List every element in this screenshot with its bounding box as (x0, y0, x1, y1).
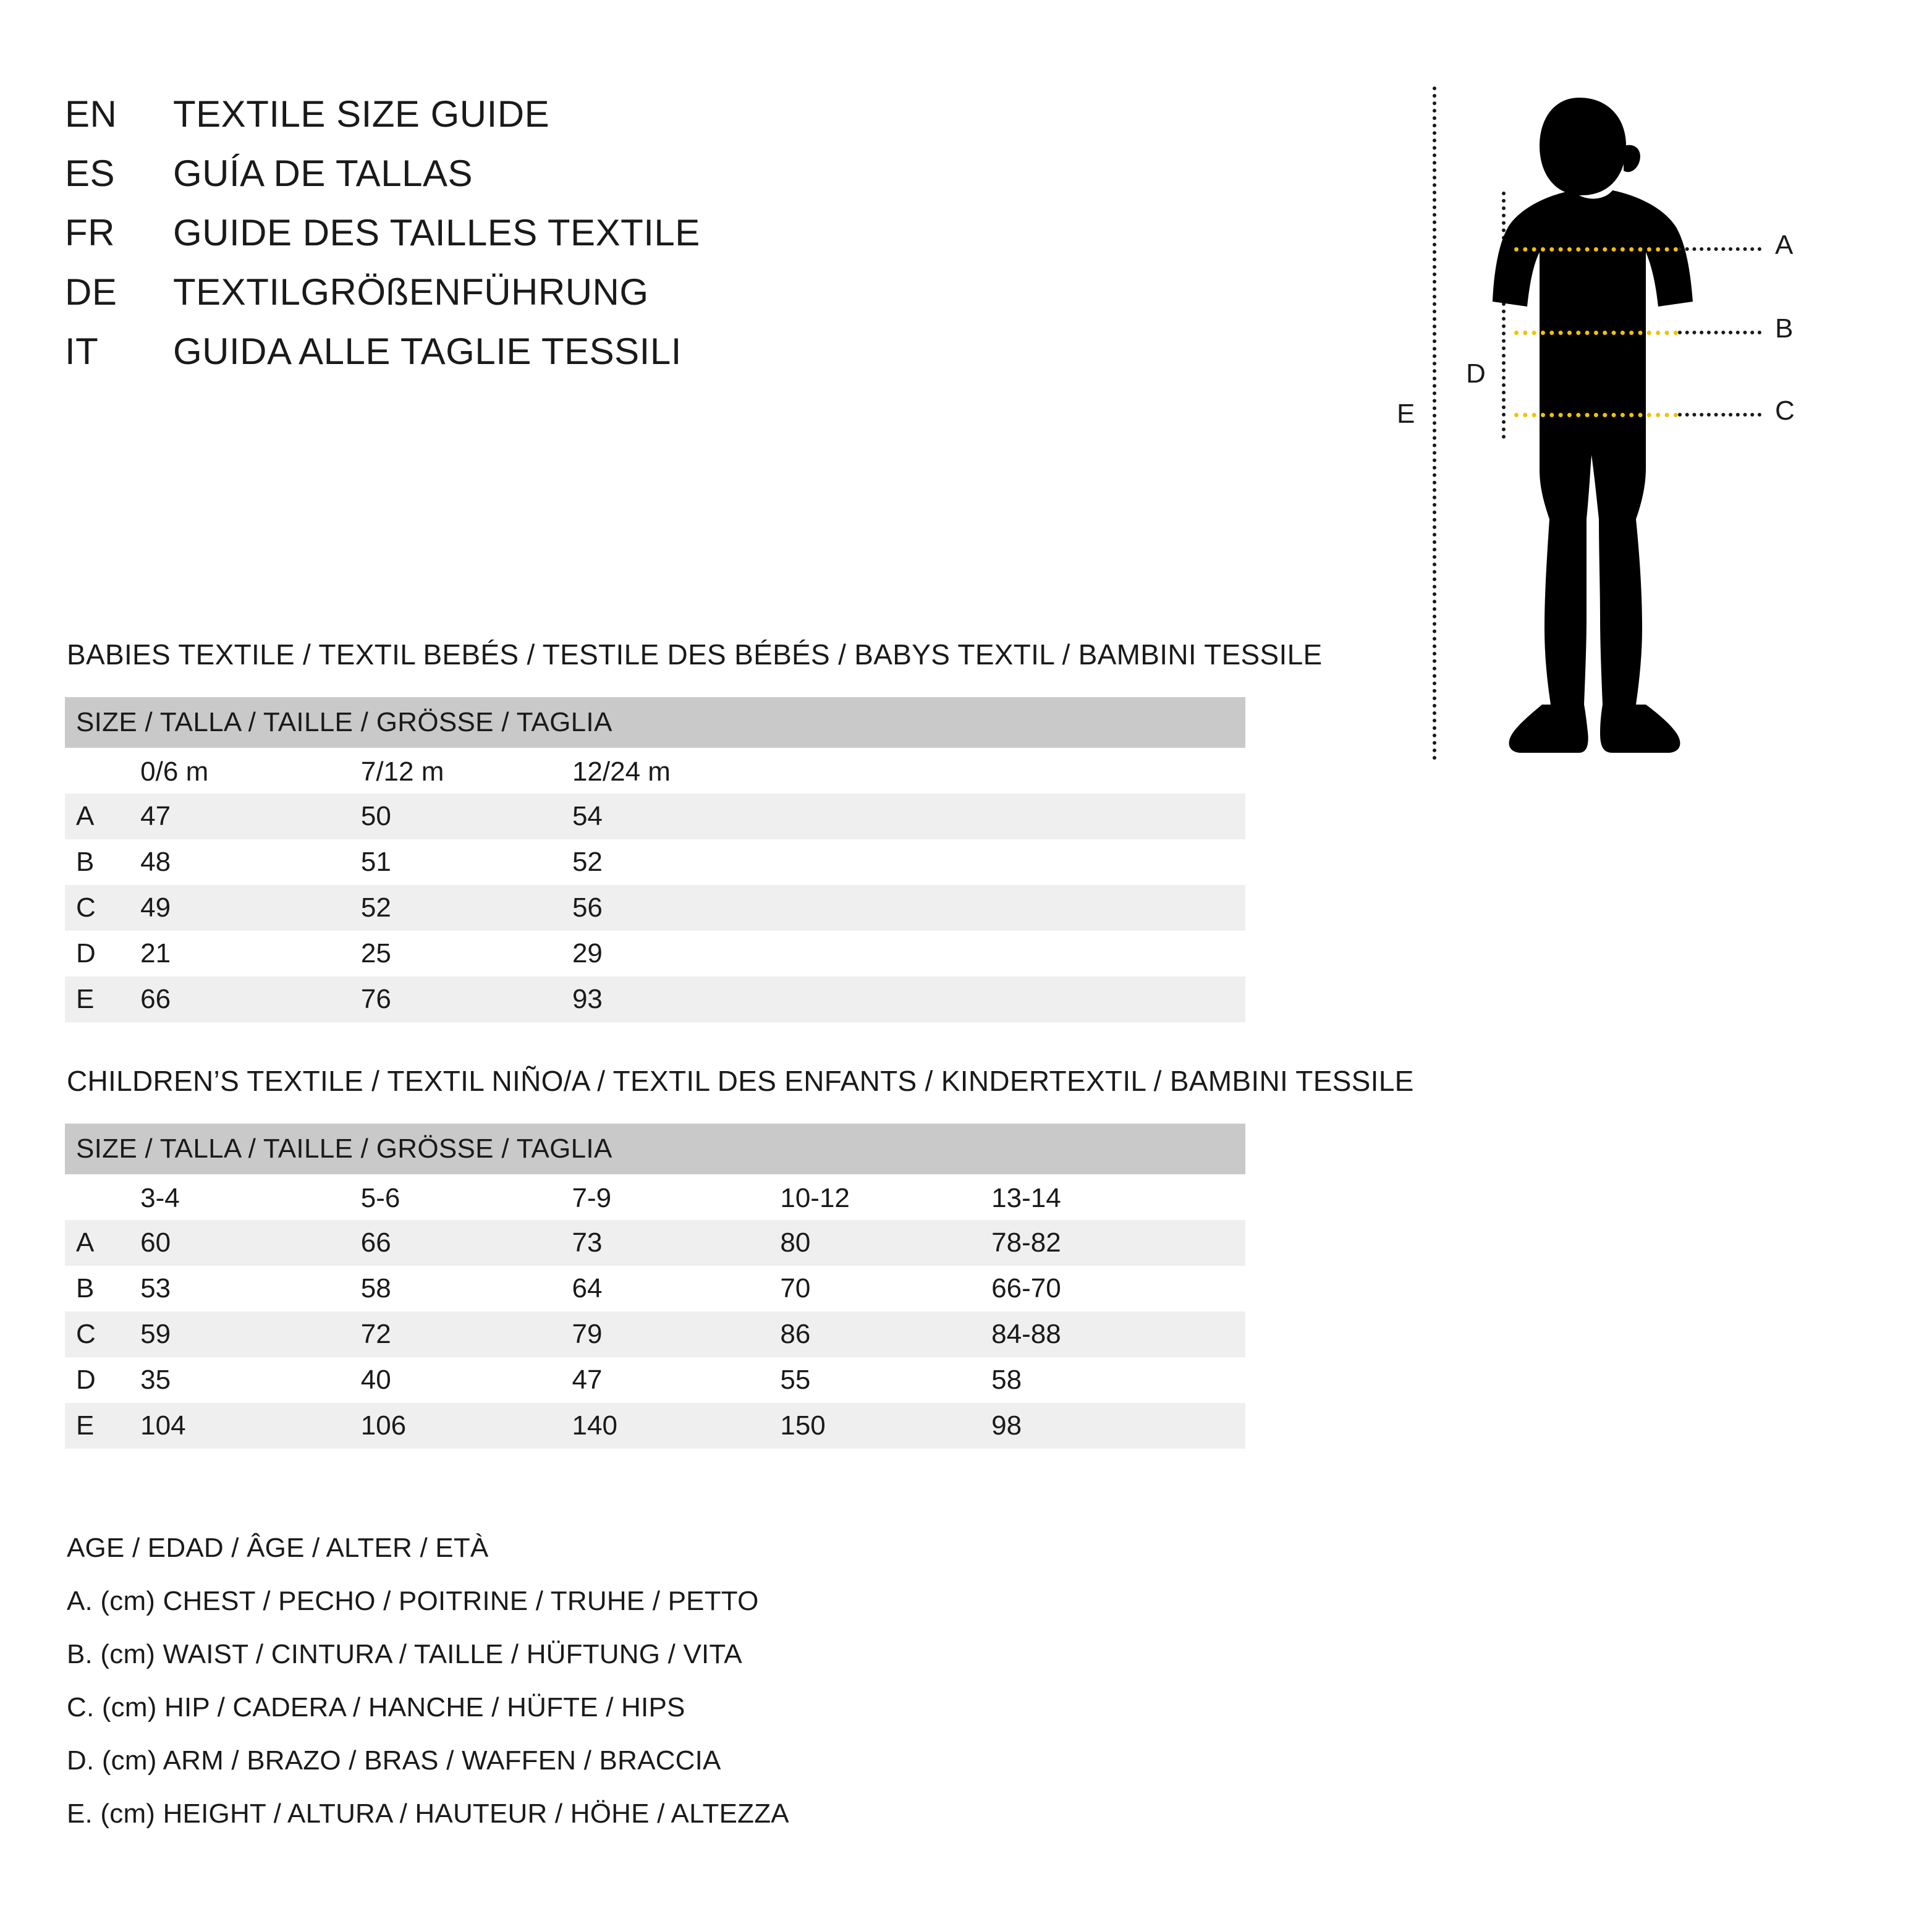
title-text-de: TEXTILGRÖßENFÜHRUNG (173, 271, 649, 313)
babies-row-label-b: B (65, 839, 140, 885)
title-lang-it: IT (65, 331, 99, 372)
children-b-3: 70 (780, 1266, 991, 1311)
children-a-0: 60 (140, 1220, 361, 1266)
children-row-label-b: B (65, 1266, 140, 1311)
waist-leader-line-b (1678, 331, 1761, 334)
babies-b-0: 48 (140, 839, 361, 885)
children-col-2: 7-9 (572, 1174, 781, 1220)
children-d-2: 47 (572, 1357, 781, 1403)
children-e-1: 106 (361, 1403, 572, 1449)
children-e-2: 140 (572, 1403, 781, 1449)
table-row (65, 1311, 1245, 1357)
babies-size-table (65, 697, 1245, 1022)
title-row-en (65, 93, 1177, 152)
children-e-3: 150 (780, 1403, 991, 1449)
figure-label-a: A (1775, 230, 1794, 260)
children-a-1: 66 (361, 1220, 572, 1266)
measurement-legend (67, 1533, 1303, 1852)
table-row (65, 1266, 1245, 1311)
children-c-2: 79 (572, 1311, 781, 1357)
legend-arm: D. (cm) ARM / BRAZO / BRAS / WAFFEN / BRACCIA (67, 1745, 721, 1776)
children-b-0: 53 (140, 1266, 361, 1311)
title-lang-es: ES (65, 153, 116, 194)
children-section-heading: CHILDREN’S TEXTILE / TEXTIL NIÑO/A / TEXTIL DES ENFANTS / KINDERTEXTIL / BAMBINI TESSILE (67, 1065, 1414, 1097)
babies-e-0: 66 (140, 977, 361, 1022)
children-col-3: 10-12 (780, 1174, 991, 1220)
figure-label-b: B (1775, 313, 1794, 344)
table-row (65, 839, 1245, 885)
legend-hip: C. (cm) HIP / CADERA / HANCHE / HÜFTE / HIPS (67, 1692, 685, 1722)
babies-c-2: 56 (572, 885, 1245, 931)
children-col-0: 3-4 (140, 1174, 361, 1220)
table-row (65, 977, 1245, 1022)
children-e-0: 104 (140, 1403, 361, 1449)
children-row-label-d: D (65, 1357, 140, 1403)
title-row-es (65, 152, 1177, 211)
chest-leader-line-a (1678, 247, 1761, 251)
children-table-title: SIZE / TALLA / TAILLE / GRÖSSE / TAGLIA (65, 1124, 1245, 1174)
children-size-table (65, 1124, 1245, 1449)
children-e-4: 98 (991, 1403, 1245, 1449)
children-row-label-a: A (65, 1220, 140, 1266)
title-lang-en: EN (65, 93, 117, 135)
children-d-0: 35 (140, 1357, 361, 1403)
child-silhouette (1480, 87, 1777, 766)
title-text-it: GUIDA ALLE TAGLIE TESSILI (173, 331, 682, 372)
measurement-figure (1397, 74, 1891, 766)
babies-b-1: 51 (361, 839, 572, 885)
babies-table-title: SIZE / TALLA / TAILLE / GRÖSSE / TAGLIA (65, 697, 1245, 748)
children-row-label-e: E (65, 1403, 140, 1449)
children-c-3: 86 (780, 1311, 991, 1357)
title-row-fr (65, 211, 1177, 271)
table-row (65, 1403, 1245, 1449)
babies-col-0: 0/6 m (140, 748, 361, 794)
hip-leader-line-c (1678, 413, 1761, 417)
title-block (65, 93, 1177, 389)
babies-row-label-a: A (65, 794, 140, 839)
children-c-1: 72 (361, 1311, 572, 1357)
babies-row-label-c: C (65, 885, 140, 931)
height-guide-line-e (1433, 87, 1436, 760)
babies-row-label-e: E (65, 977, 140, 1022)
children-a-3: 80 (780, 1220, 991, 1266)
children-b-2: 64 (572, 1266, 781, 1311)
chest-measure-line-a (1514, 247, 1678, 252)
children-row-label-c: C (65, 1311, 140, 1357)
children-b-4: 66-70 (991, 1266, 1245, 1311)
legend-age: AGE / EDAD / ÂGE / ALTER / ETÀ (67, 1533, 489, 1563)
babies-e-2: 93 (572, 977, 1245, 1022)
figure-label-e: E (1397, 399, 1415, 429)
children-d-1: 40 (361, 1357, 572, 1403)
table-row (65, 931, 1245, 977)
children-c-0: 59 (140, 1311, 361, 1357)
waist-measure-line-b (1514, 331, 1678, 335)
table-row (65, 885, 1245, 931)
babies-e-1: 76 (361, 977, 572, 1022)
table-row (65, 794, 1245, 839)
babies-table-title-row (65, 697, 1245, 748)
children-col-4: 13-14 (991, 1174, 1245, 1220)
babies-a-0: 47 (140, 794, 361, 839)
title-text-en: TEXTILE SIZE GUIDE (173, 93, 550, 135)
children-d-4: 58 (991, 1357, 1245, 1403)
children-b-1: 58 (361, 1266, 572, 1311)
babies-col-1: 7/12 m (361, 748, 572, 794)
babies-section-heading: BABIES TEXTILE / TEXTIL BEBÉS / TESTILE DES BÉBÉS / BABYS TEXTIL / BAMBINI TESSILE (67, 638, 1323, 671)
children-col-1: 5-6 (361, 1174, 572, 1220)
legend-chest: A. (cm) CHEST / PECHO / POITRINE / TRUHE / PETTO (67, 1586, 759, 1616)
title-row-de (65, 271, 1177, 330)
babies-d-0: 21 (140, 931, 361, 977)
figure-label-d: D (1466, 358, 1486, 389)
children-c-4: 84-88 (991, 1311, 1245, 1357)
babies-d-1: 25 (361, 931, 572, 977)
babies-c-1: 52 (361, 885, 572, 931)
babies-b-2: 52 (572, 839, 1245, 885)
children-column-header-row (65, 1174, 1245, 1220)
table-row (65, 1357, 1245, 1403)
babies-corner-cell (65, 748, 140, 794)
title-row-it (65, 330, 1177, 389)
babies-c-0: 49 (140, 885, 361, 931)
figure-label-c: C (1775, 396, 1795, 426)
children-corner-cell (65, 1174, 140, 1220)
children-d-3: 55 (780, 1357, 991, 1403)
children-table-title-row (65, 1124, 1245, 1174)
babies-column-header-row (65, 748, 1245, 794)
babies-a-1: 50 (361, 794, 572, 839)
title-text-fr: GUIDE DES TAILLES TEXTILE (173, 212, 700, 253)
babies-row-label-d: D (65, 931, 140, 977)
title-text-es: GUÍA DE TALLAS (173, 153, 473, 194)
children-a-2: 73 (572, 1220, 781, 1266)
babies-a-2: 54 (572, 794, 1245, 839)
hip-measure-line-c (1514, 413, 1678, 417)
table-row (65, 1220, 1245, 1266)
babies-col-2: 12/24 m (572, 748, 1245, 794)
children-a-4: 78-82 (991, 1220, 1245, 1266)
legend-waist: B. (cm) WAIST / CINTURA / TAILLE / HÜFTUNG / VITA (67, 1639, 742, 1669)
legend-height: E. (cm) HEIGHT / ALTURA / HAUTEUR / HÖHE / ALTEZZA (67, 1799, 789, 1829)
title-lang-de: DE (65, 271, 117, 313)
babies-d-2: 29 (572, 931, 1245, 977)
title-lang-fr: FR (65, 212, 115, 253)
